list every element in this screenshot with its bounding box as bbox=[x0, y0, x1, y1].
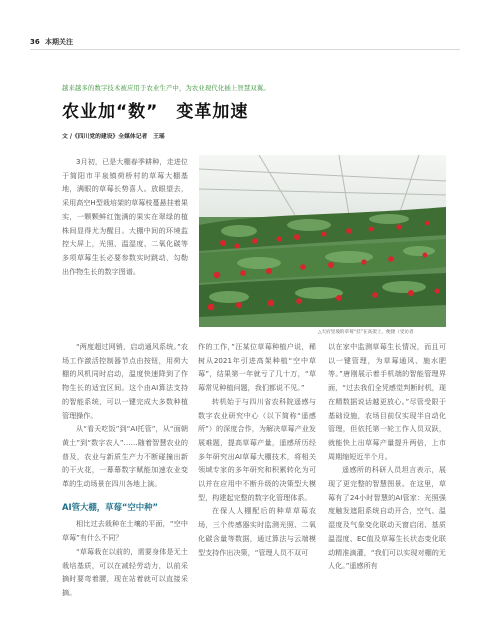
page-number: 36 bbox=[30, 38, 40, 46]
body-paragraph: 在保人人棚配后的种草草莓农场，三个传感器实时监测光照、二氧化碳含量等数据，通过算法与云端模型支持作出决策，“管理人员不双可 bbox=[198, 506, 316, 557]
body-paragraph: 以在家中监测草莓生长情况，而且可以一键管理，为草莓通风、施水肥等。”唐刚展示着手机端的智能管理界面，“过去我们全凭感觉判断时机，现在精数据说话越更放心。”尽管受限于基础设施，农场目前仅实现半自动化管理，但依托第一轮工作人员双跃，就能快上出草莓产量提升两倍，上市周期缩短近半个月。 bbox=[328, 342, 446, 461]
photo-caption: △天府里坡的草莓“挂”在高架上，便捷（受访者 bbox=[318, 330, 414, 335]
intro-column bbox=[62, 155, 188, 278]
section-name: 本期关注 bbox=[44, 38, 73, 46]
text-column-3 bbox=[328, 340, 446, 573]
section-subhead: AI管大棚，草莓“空中种” bbox=[62, 501, 158, 512]
greenhouse-illustration bbox=[199, 155, 446, 327]
page-header bbox=[30, 37, 73, 47]
body-paragraph: 作的工作，”汪某位草莓种植户说，稀树从2021年引进高架种植“空中草莓”，结果第一年就亏了几十万，“草莓常见种植问题，我们都说不见。” bbox=[198, 342, 316, 393]
intro-paragraph: “两度超过网销，启动通风系统。”农场工作激活控制器节点由按钮，用荷大棚的风机同时启动，温度快速降到了作物生长的适宜区间。这个由AI算法支持的智能系统，可以一键完成大多数种植管理操作。 bbox=[62, 342, 188, 420]
article-title: 农业加“数” 变革加速 bbox=[62, 102, 249, 122]
article-byline: 文 /《四川党的建设》全媒体记者 王瑶 bbox=[62, 134, 165, 140]
strawberry-greenhouse-photo bbox=[199, 155, 446, 327]
header-divider bbox=[30, 49, 460, 50]
body-paragraph: 转机始于与四川省农科院遥感与数字农业研究中心（以下简称“遥感所”）的深度合作，为解决草莓产业发展难题，提高草莓产量，遥感所历经多年研究出AI草莓大棚技术，将相关领域专家的多年研究和积累转化为可以并在应用中不断升级的决策型大模型，构建起完整的数字化管理体系。 bbox=[198, 396, 316, 502]
intro-paragraph: 3月初，已是大棚春季耕种，走进位于简阳市平泉镇荷桥村的草莓大棚基地，满眼的草莓长势喜人。放眼望去，采用高空H型栽培架的草莓枝蔓悬挂着果实，一颗颗鲜红饱满的果实在翠绿的植株间显得尤为醒目。大棚中间的环境监控大屏上，光照、温湿度、二氧化碳等多项草莓生长必要参数实时跳动，勾勒出作物生长的数字图谱。 bbox=[62, 157, 188, 276]
text-column-1 bbox=[62, 340, 188, 600]
body-paragraph: 相比过去栽种在土壤的平面，“空中草莓”有什么不同？ bbox=[62, 519, 188, 543]
body-paragraph: 遥感所的科研人员坦言表示，展现了更完整的智慧图景。在这里，草莓有了24小时智慧的AI管家：光照强度触发遮阳系统自动开合，空气、温湿度及气象变化联动天窗启闭、基质温湿度、EC值及草莓生长状态变化联动精准滴灌，“我们可以实现对棚的无人化。”遥感所有 bbox=[328, 465, 446, 571]
article-lead: 越来越多的数字技术被应用于农业生产中，为农业现代化插上智慧双翼。 bbox=[62, 85, 270, 92]
intro-paragraph: 从“看天吃饭”到“AI托管”，从“面朝黄土”到“数字农人”……随着智慧农业的普及，农业与新质生产力不断碰撞出新的干火花，一幕幕数字赋能加速农业变革的生动场景在四川各地上演。 bbox=[62, 424, 188, 489]
text-column-2 bbox=[198, 340, 316, 559]
body-paragraph: “草莓栽在以前的，需要身体是无土栽培基质，可以在减轻劳动力，以前采摘时要弯着腰，现在站着就可以直接采摘。 bbox=[62, 546, 188, 597]
